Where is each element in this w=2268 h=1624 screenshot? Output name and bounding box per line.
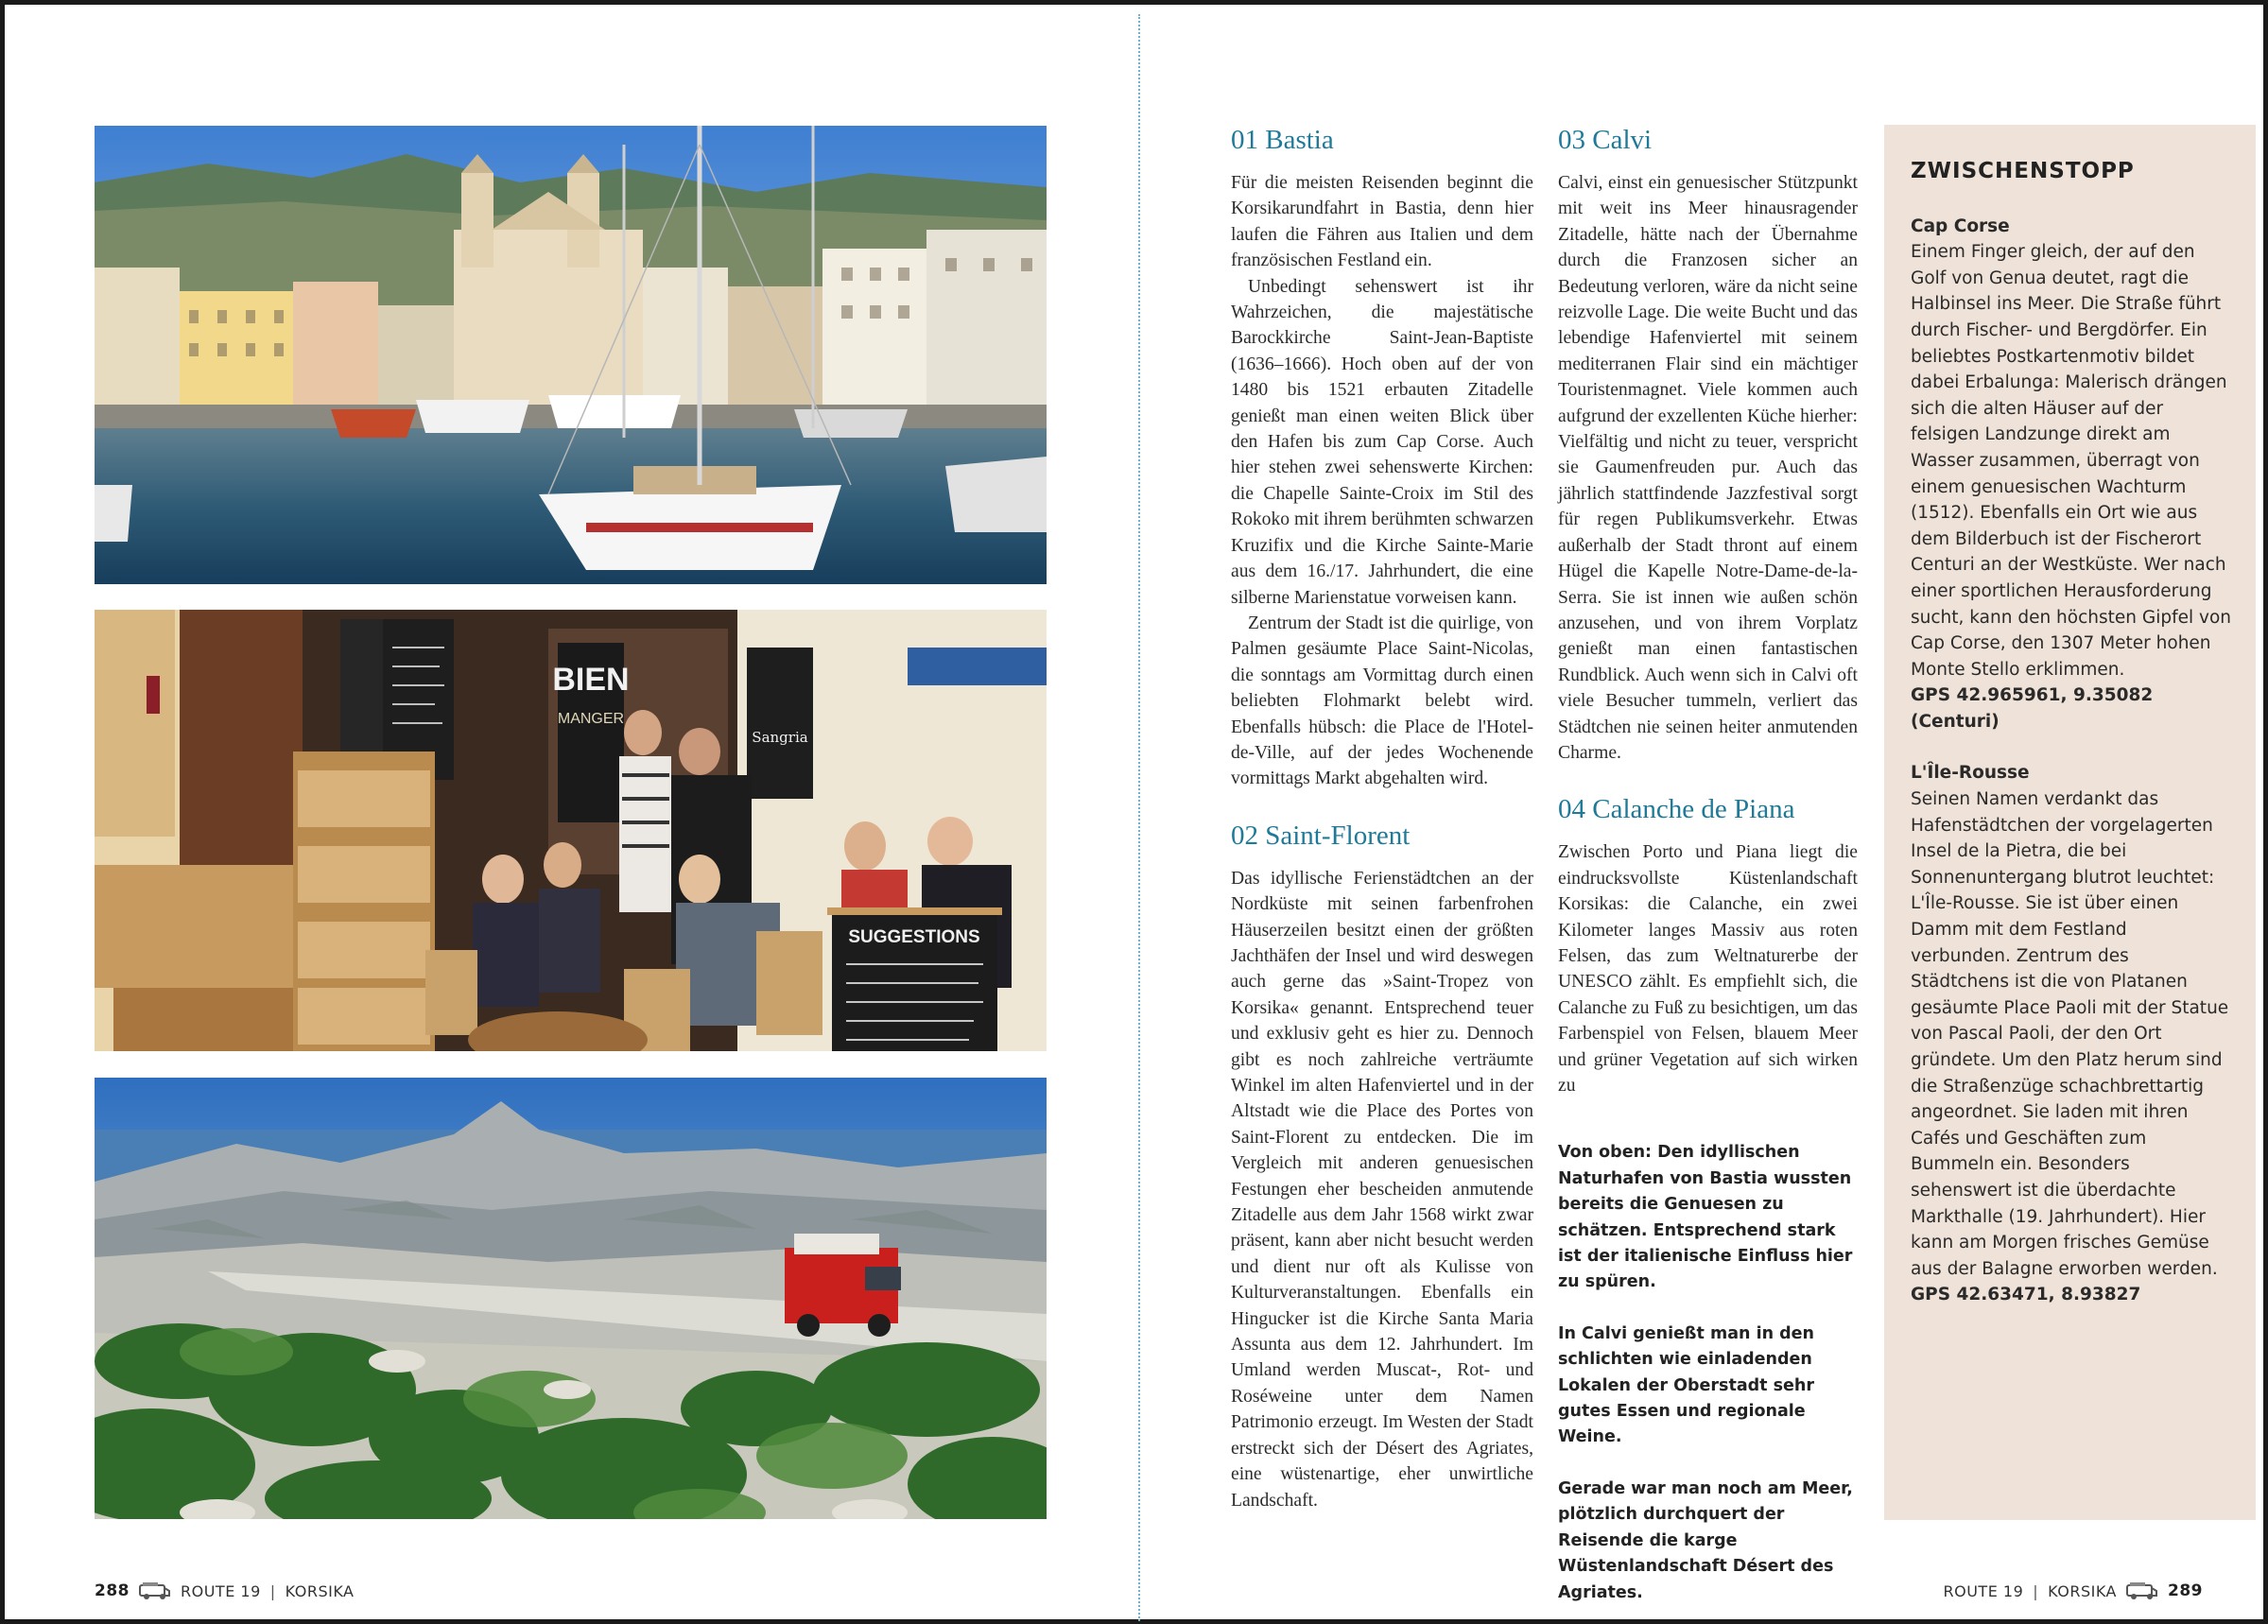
paragraph: Zentrum der Stadt ist die quirlige, von Palmen gesäumte Place Saint-Nicolas, die sonntags am Vormittag durch einen beliebten Flohmarkt belebt wird. Ebenfalls hübsch: die Place de l'Hotel-de-Ville, auf der jedes Wochenende vormittags Markt abgehalten wird. [1231, 613, 1533, 789]
stop-gps: GPS 42.965961, 9.35082 (Centuri) [1911, 685, 2154, 732]
stop-text: Einem Finger gleich, der auf den Golf von Genua deutet, ragt die Halbinsel ins Meer. Die Straße führt durch Fischer- und Bergdörfer. Ein beliebtes Postkartenmotiv bildet dabei Erbalunga: Malerisch drängen sich die alten Häuser auf der felsigen Landzunge direkt am Wasser zusammen, überragt von einem genuesischen Wachturm (1512). Ebenfalls ein Ort wie aus dem Bilderbuch ist der Fischerort Centuri an der Westküste. Wer nach einer sportlichen Herausforderung sucht, kann den höchsten Gipfel von Cap Corse, den 1307 Meter hohen Monte Stello erklimmen. [1911, 242, 2232, 680]
paragraph: Für die meisten Reisenden beginnt die Korsikarundfahrt in Bastia, denn hier laufen die Fähren aus Italien und dem französischen Festland ein. [1231, 173, 1533, 271]
section-title: Bastia [1265, 125, 1334, 155]
sign-suggestions: SUGGESTIONS [848, 927, 980, 947]
photo-desert-des-agriates [95, 1078, 1047, 1519]
text-column-middle [1558, 123, 1858, 1624]
section-calvi [1558, 123, 1858, 766]
footer-region: KORSIKA [285, 1581, 355, 1600]
footer-left [95, 1581, 355, 1600]
footer-route: ROUTE 19 [1943, 1581, 2024, 1600]
section-heading-calanche [1558, 792, 1858, 826]
footer-separator: | [269, 1581, 276, 1600]
photo-captions [1558, 1140, 1858, 1606]
sidebar-zwischenstopp [1884, 125, 2256, 1520]
section-heading-bastia [1231, 123, 1533, 157]
footer-region: KORSIKA [2048, 1581, 2117, 1600]
sign-sangria: Sangria [752, 729, 808, 746]
sidebar-heading: ZWISCHENSTOPP [1911, 159, 2135, 183]
paragraph: Calvi, einst ein genuesischer Stützpunkt mit weit ins Meer hinausragender Zitadelle, hätte nach der Übernahme durch die Franzosen sicher an Bedeutung verloren, wäre da nicht seine reizvolle Lage. Die weite Bucht und das lebendige Hafenviertel mit seinem mediterranen Flair sind ein mächtiger Touristenmagnet. Viele kommen auch aufgrund der exzellenten Küche hierher: Vielfältig und nicht zu teuer, verspricht sie Gaumenfreuden pur. Auch das jährlich stattfindende Jazzfestival sorgt für regen Publikumsverkehr. Etwas außerhalb der Stadt thront auf einem Hügel die Kapelle Notre-Dame-de-la-Serra. Sie ist innen wie außen schön anzusehen, und von ihrem Vorplatz genießt man einen fantastischen Rundblick. Auch wenn sich in Calvi oft viele Besucher tummeln, verliert das Städtchen nie seinen heiter anmutenden Charme. [1558, 173, 1858, 763]
section-calanche-de-piana [1558, 792, 1858, 1098]
page-number-right: 289 [2168, 1581, 2203, 1600]
section-number: 04 [1558, 794, 1585, 825]
page-number-left: 288 [95, 1581, 130, 1600]
section-number: 03 [1558, 125, 1585, 155]
stop-name: L'Île-Rousse [1911, 763, 2030, 784]
page-fold [1138, 14, 1140, 1621]
stop-gps: GPS 42.63471, 8.93827 [1911, 1285, 2141, 1305]
section-bastia [1231, 123, 1533, 792]
section-saint-florent [1231, 819, 1533, 1513]
section-number: 01 [1231, 125, 1258, 155]
stop-name: Cap Corse [1911, 216, 2010, 236]
caption-desert: Gerade war man noch am Meer, plötzlich durchquert der Reisende die karge Wüstenlandschaft Désert des Agriates. [1558, 1478, 1853, 1602]
section-title: Calanche de Piana [1592, 794, 1795, 825]
sign-bien: BIEN [552, 662, 630, 698]
paragraph: Unbedingt sehenswert ist ihr Wahrzeichen, die majestätische Barockkirche Saint-Jean-Baptiste (1636–1666). Hoch oben auf der von 1480 bis 1521 erbauten Zitadelle genießt man einen weiten Blick über den Hafen bis zum Cap Corse. Auch hier stehen zwei sehenswerte Kirchen: die Chapelle Sainte-Croix im Stil des Rokoko mit ihrem berühmten schwarzen Kruzifix und die Kirche Sainte-Marie aus dem 16./17. Jahrhundert, die eine silberne Marienstatue vorweisen kann. [1231, 276, 1533, 608]
section-title: Calvi [1592, 125, 1653, 155]
caption-calvi: In Calvi genießt man in den schlichten wie einladenden Lokalen der Oberstadt sehr gutes Essen und regionale Weine. [1558, 1323, 1815, 1447]
camper-van-icon [2126, 1581, 2158, 1600]
sign-manger: MANGER [557, 711, 625, 727]
paragraph: Zwischen Porto und Piana liegt die eindrucksvollste Küstenlandschaft Korsikas: die Calanche, ein zwei Kilometer langes Massiv aus roten Felsen, das zum Weltnaturerbe der UNESCO zählt. Es empfiehlt sich, die Calanche zu Fuß zu besichtigen, um das Farbenspiel von Felsen, blauem Meer und grüner Vegetation auf sich wirken zu [1558, 842, 1858, 1096]
section-title: Saint-Florent [1265, 820, 1411, 851]
stop-text: Seinen Namen verdankt das Hafenstädtchen der vorgelagerten Insel de la Pietra, die bei Sonnenuntergang blutrot leuchtet: L'Île-Rousse. Sie ist über einen Damm mit dem Festland verbunden. Zentrum des Städtchens ist die von Platanen gesäumte Place Paoli mit der Statue von Pascal Paoli, der den Ort gründete. Um den Platz herum sind die Straßenzüge schachbrettartig angeordnet. Sie laden mit ihren Cafés und Geschäften zum Bummeln ein. Besonders sehenswert ist die überdachte Markthalle (19. Jahrhundert). Hier kann am Morgen frisches Gemüse aus der Balagne erworben werden. [1911, 789, 2229, 1279]
camper-van-icon [139, 1581, 171, 1600]
photo-bastia-harbour [95, 126, 1047, 584]
paragraph: Das idyllische Ferienstädtchen an der Nordküste mit seinen farbenfrohen Häuserzeilen besitzt einen der größten Jachthäfen der Insel und wird deswegen auch gerne das »Saint-Tropez von Korsika« genannt. Entsprechend teuer und exklusiv geht es hier zu. Dennoch gibt es noch zahlreiche verträumte Winkel im alten Hafenviertel und in der Altstadt wie die Place des Portes von Saint-Florent zu entdecken. Die im Vergleich mit anderen genuesischen Festungen eher bescheiden anmutende Zitadelle aus dem Jahr 1568 wirkt zwar präsent, kann aber nicht besucht werden und dient nur oft als Kulisse von Kulturveranstaltungen. Ebenfalls ein Hingucker ist die Kirche Santa Maria Assunta aus dem 12. Jahrhundert. Im Umland werden Muscat-, Rot- und Roséweine unter dem Namen Patrimonio erzeugt. Im Westen der Stadt erstreckt sich der Désert des Agriates, eine wüstenartige, eher unwirtliche Landschaft. [1231, 868, 1533, 1511]
footer-right [1944, 1581, 2204, 1600]
section-heading-calvi [1558, 123, 1858, 157]
stop-ile-rousse [1911, 760, 2231, 1307]
caption-bastia: Von oben: Den idyllischen Naturhafen von Bastia wussten bereits die Genuesen zu schätzen. Entsprechend stark ist der italienische Einfluss hier zu spüren. [1558, 1143, 1853, 1292]
photo-calvi-cafe [95, 610, 1047, 1051]
footer-separator: | [2033, 1581, 2039, 1600]
stop-cap-corse [1911, 214, 2231, 735]
text-column-left [1231, 123, 1533, 1540]
section-heading-saint-florent [1231, 819, 1533, 853]
section-number: 02 [1231, 820, 1258, 851]
footer-route: ROUTE 19 [181, 1581, 261, 1600]
